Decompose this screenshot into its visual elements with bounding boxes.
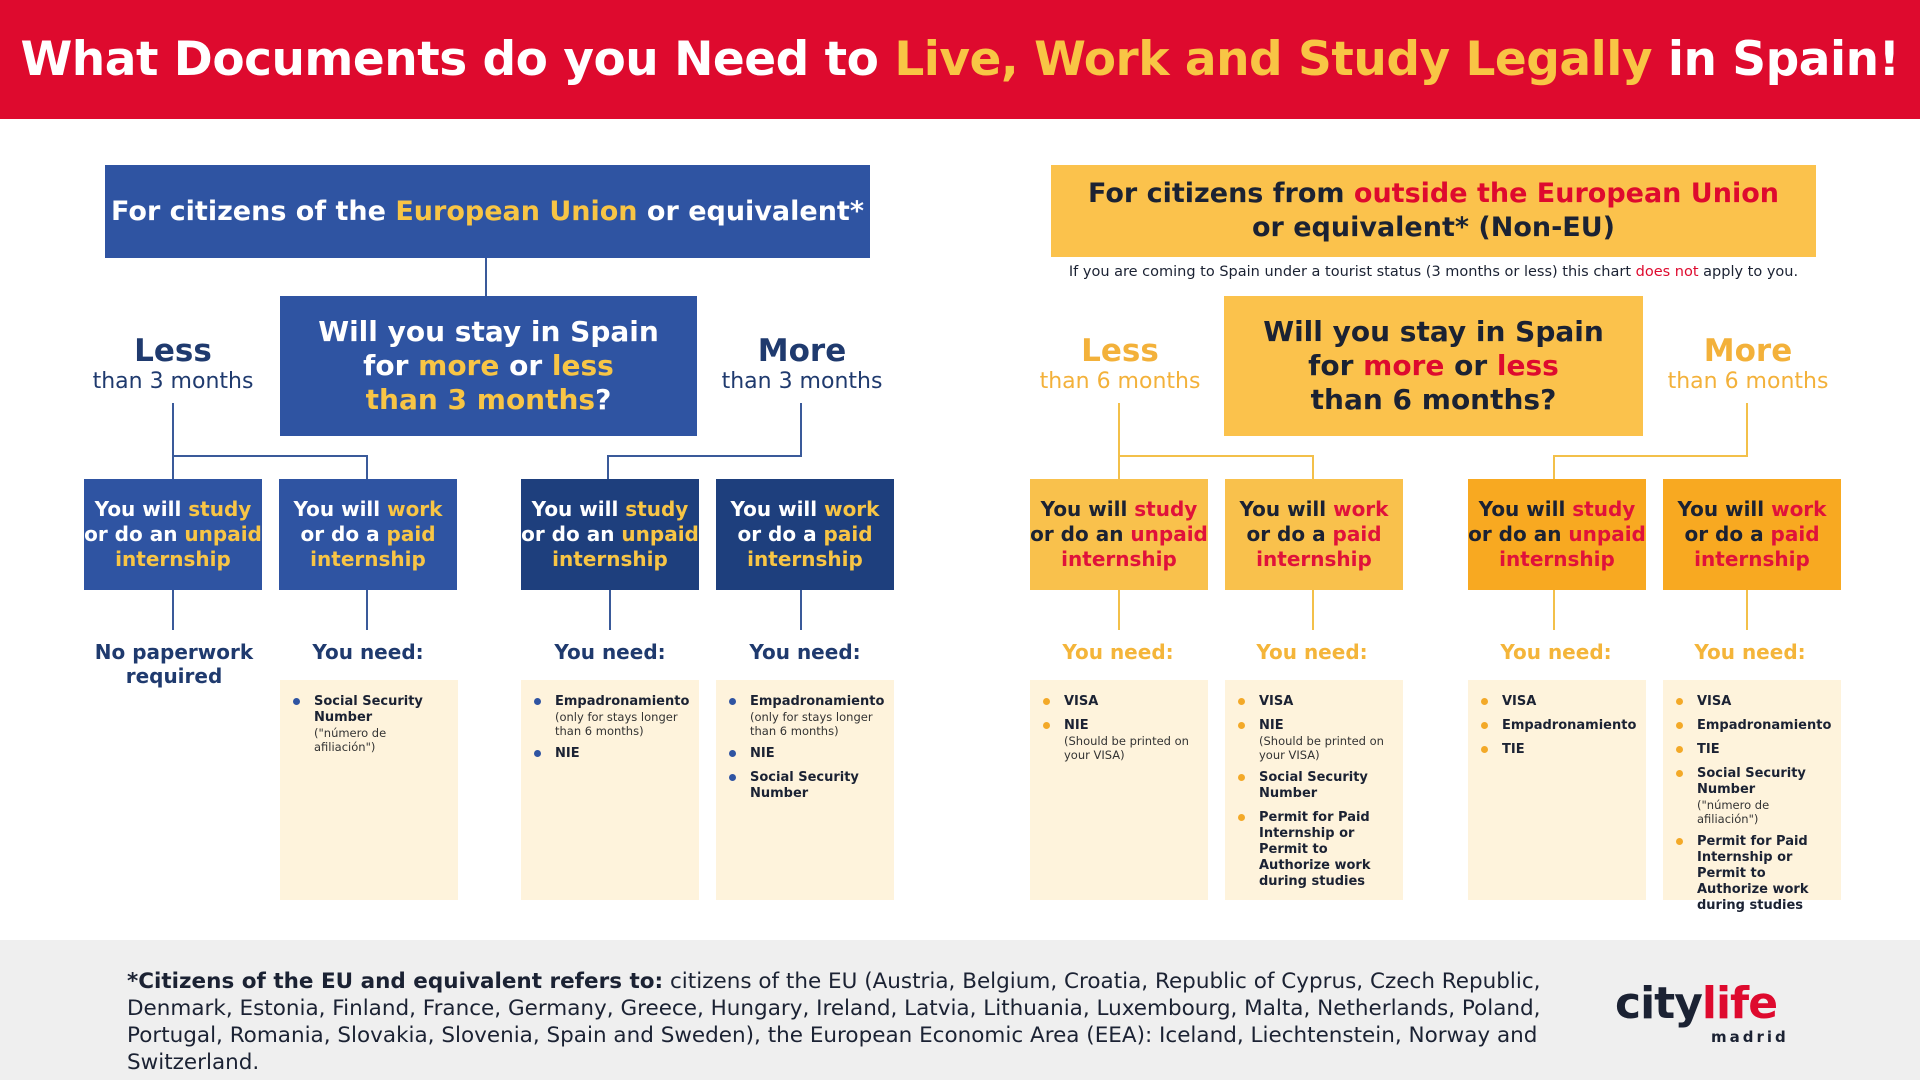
opt-text: or do an bbox=[84, 522, 185, 546]
eu-less-big: Less bbox=[134, 333, 212, 369]
neu-more-small: than 6 months bbox=[1667, 369, 1829, 394]
opt-text: You will bbox=[1040, 497, 1135, 521]
connector bbox=[1746, 590, 1748, 630]
eu-less-small: than 3 months bbox=[92, 369, 254, 394]
neu-top-highlight: outside the European Union bbox=[1353, 178, 1779, 209]
eu-question-line-3 bbox=[366, 383, 612, 417]
neu-question-line-1: Will you stay in Spain bbox=[1263, 315, 1604, 348]
document-item bbox=[726, 770, 886, 802]
connector bbox=[1553, 455, 1555, 479]
document-label: VISA bbox=[1697, 694, 1732, 709]
neu-q-or: or bbox=[1444, 349, 1497, 382]
title-part-3: in Spain! bbox=[1652, 32, 1900, 87]
document-item bbox=[726, 746, 886, 762]
document-item bbox=[1673, 834, 1833, 914]
note-text-2: apply to you. bbox=[1698, 264, 1799, 280]
neu-more-study-box bbox=[1468, 479, 1646, 590]
opt-text: You will bbox=[1239, 497, 1334, 521]
eu-q-less: less bbox=[551, 349, 614, 382]
document-label: TIE bbox=[1502, 742, 1525, 757]
opt-highlight: internship bbox=[1694, 547, 1810, 571]
opt-highlight: unpaid bbox=[1130, 522, 1208, 546]
connector bbox=[609, 590, 611, 630]
opt-highlight: unpaid bbox=[621, 522, 699, 546]
footnote-bold: *Citizens of the EU and equivalent refers to: bbox=[127, 969, 664, 994]
connector bbox=[366, 590, 368, 630]
document-note: (Should be printed on your VISA) bbox=[1064, 734, 1189, 762]
tourist-status-note bbox=[1051, 264, 1816, 280]
connector bbox=[800, 590, 802, 630]
logo-sub-madrid: madrid bbox=[1711, 1028, 1789, 1046]
document-item bbox=[1673, 694, 1833, 710]
neu-more-big: More bbox=[1703, 333, 1793, 369]
document-item bbox=[726, 694, 886, 738]
document-note: ("número de afiliación") bbox=[1697, 798, 1770, 826]
document-item bbox=[1673, 718, 1833, 734]
document-note: (only for stays longer than 6 months) bbox=[555, 710, 678, 738]
logo-word-life: life bbox=[1701, 978, 1778, 1029]
eu-less-label bbox=[78, 333, 268, 395]
document-label: NIE bbox=[555, 746, 580, 761]
document-label: Social Security Number bbox=[314, 694, 423, 725]
you-need-label: You need: bbox=[749, 640, 861, 664]
opt-highlight: study bbox=[625, 497, 689, 521]
note-highlight: does not bbox=[1635, 264, 1699, 280]
opt-highlight: work bbox=[1333, 497, 1389, 521]
document-label: NIE bbox=[750, 746, 775, 761]
eu-less-work-box bbox=[279, 479, 457, 590]
opt-text: or do a bbox=[1246, 522, 1333, 546]
document-label: VISA bbox=[1064, 694, 1099, 709]
opt-highlight: work bbox=[1771, 497, 1827, 521]
connector bbox=[1118, 590, 1120, 630]
connector bbox=[800, 403, 802, 455]
neu-more-label bbox=[1653, 333, 1843, 395]
eu-more-work-box bbox=[716, 479, 894, 590]
opt-text: or do an bbox=[1468, 522, 1569, 546]
document-label: VISA bbox=[1259, 694, 1294, 709]
opt-highlight: study bbox=[1134, 497, 1198, 521]
document-label: Empadronamiento bbox=[1502, 718, 1637, 733]
opt-text: or do a bbox=[1684, 522, 1771, 546]
opt-text: or do a bbox=[737, 522, 824, 546]
neu-less-small: than 6 months bbox=[1039, 369, 1201, 394]
connector bbox=[1118, 403, 1120, 455]
opt-highlight: work bbox=[387, 497, 443, 521]
eu-q-or: or bbox=[499, 349, 552, 382]
neu-top-text-2: or equivalent* (Non-EU) bbox=[1251, 212, 1616, 243]
opt-highlight: internship bbox=[310, 547, 426, 571]
opt-text: You will bbox=[1478, 497, 1573, 521]
document-item bbox=[531, 694, 691, 738]
opt-highlight: study bbox=[1572, 497, 1636, 521]
document-item bbox=[1235, 810, 1395, 890]
document-label: VISA bbox=[1502, 694, 1537, 709]
eu-q-more: more bbox=[418, 349, 500, 382]
opt-highlight: internship bbox=[115, 547, 231, 571]
neu-less-work-box bbox=[1225, 479, 1403, 590]
title-highlight: Live, Work and Study Legally bbox=[894, 32, 1653, 87]
opt-text: You will bbox=[1677, 497, 1772, 521]
connector bbox=[172, 455, 367, 457]
non-eu-citizens-box bbox=[1051, 165, 1816, 257]
document-item bbox=[1235, 770, 1395, 802]
document-item bbox=[1478, 742, 1638, 758]
you-need-label: You need: bbox=[1062, 640, 1174, 664]
neu-q-for: for bbox=[1308, 349, 1364, 382]
connector bbox=[1312, 455, 1314, 479]
opt-highlight: internship bbox=[747, 547, 863, 571]
document-label: TIE bbox=[1697, 742, 1720, 757]
eu-question-box bbox=[280, 296, 697, 436]
you-need-label: You need: bbox=[312, 640, 424, 664]
footnote-text: citizens of the EU (Austria, Belgium, Croatia, Republic of Cyprus, Czech Republic, Denmark, Estonia, Finland, France, Germany, Greece, Hungary, Ireland, Latvia, Lithuania, Luxembourg, Malta, Netherlands, Poland, Portugal, Romania, Slovakia, Slovenia, Spain and Sweden), the European Economic Area (EEA): Iceland, Liechtenstein, Norway and Switzerland. bbox=[127, 969, 1541, 1075]
eu-q-for: for bbox=[363, 349, 419, 382]
eu-definition-footnote bbox=[127, 968, 1567, 1076]
opt-highlight: internship bbox=[552, 547, 668, 571]
opt-highlight: paid bbox=[386, 522, 436, 546]
opt-text: You will bbox=[531, 497, 626, 521]
document-item bbox=[1478, 694, 1638, 710]
connector bbox=[1312, 590, 1314, 630]
document-label: Permit for Paid Internship or Permit to Authorize work during studies bbox=[1259, 810, 1371, 889]
connector bbox=[1553, 455, 1748, 457]
logo-word-city: city bbox=[1615, 978, 1702, 1029]
doc-list bbox=[716, 680, 894, 900]
document-item bbox=[1235, 718, 1395, 762]
opt-text: You will bbox=[94, 497, 189, 521]
document-item bbox=[1673, 742, 1833, 758]
page-title bbox=[0, 32, 1920, 87]
opt-highlight: paid bbox=[1332, 522, 1382, 546]
opt-highlight: unpaid bbox=[184, 522, 262, 546]
opt-text: You will bbox=[730, 497, 825, 521]
opt-highlight: internship bbox=[1256, 547, 1372, 571]
neu-q-less: less bbox=[1496, 349, 1559, 382]
document-label: Social Security Number bbox=[1697, 766, 1806, 797]
document-item bbox=[290, 694, 450, 754]
title-part-1: What Documents do you Need to bbox=[20, 32, 895, 87]
neu-question-line-3: than 6 months? bbox=[1310, 383, 1557, 416]
neu-less-study-box bbox=[1030, 479, 1208, 590]
document-note: (Should be printed on your VISA) bbox=[1259, 734, 1384, 762]
document-label: Social Security Number bbox=[1259, 770, 1368, 801]
you-need-label: You need: bbox=[554, 640, 666, 664]
connector bbox=[1118, 455, 1314, 457]
eu-more-big: More bbox=[757, 333, 847, 369]
document-label: Permit for Paid Internship or Permit to Authorize work during studies bbox=[1697, 834, 1809, 913]
eu-question-line-2 bbox=[363, 349, 614, 383]
neu-less-big: Less bbox=[1081, 333, 1159, 369]
doc-list bbox=[1468, 680, 1646, 900]
document-label: Empadronamiento bbox=[555, 694, 690, 709]
eu-question-line-1: Will you stay in Spain bbox=[318, 315, 659, 348]
header-banner bbox=[0, 0, 1920, 119]
document-item bbox=[1673, 766, 1833, 826]
document-note: (only for stays longer than 6 months) bbox=[750, 710, 873, 738]
opt-text: or do an bbox=[1030, 522, 1131, 546]
connector bbox=[172, 455, 174, 479]
eu-more-small: than 3 months bbox=[721, 369, 883, 394]
opt-highlight: paid bbox=[823, 522, 873, 546]
connector bbox=[607, 455, 609, 479]
neu-top-text-1: For citizens from bbox=[1088, 178, 1354, 209]
opt-text: or do a bbox=[300, 522, 387, 546]
document-note: ("número de afiliación") bbox=[314, 726, 387, 754]
connector bbox=[172, 590, 174, 630]
eu-top-highlight: European Union bbox=[395, 196, 638, 227]
doc-list bbox=[1663, 680, 1841, 913]
eu-q-than: than 3 months bbox=[365, 383, 596, 416]
you-need-label: You need: bbox=[1694, 640, 1806, 664]
connector bbox=[485, 258, 487, 296]
doc-list bbox=[280, 680, 458, 900]
opt-highlight: internship bbox=[1499, 547, 1615, 571]
document-item bbox=[1478, 718, 1638, 734]
document-label: Social Security Number bbox=[750, 770, 859, 801]
opt-highlight: internship bbox=[1061, 547, 1177, 571]
opt-highlight: work bbox=[824, 497, 880, 521]
connector bbox=[172, 403, 174, 455]
non-eu-question-box bbox=[1224, 296, 1643, 436]
eu-more-study-box bbox=[521, 479, 699, 590]
you-need-label: You need: bbox=[1500, 640, 1612, 664]
opt-text: or do an bbox=[521, 522, 622, 546]
neu-question-line-2 bbox=[1308, 349, 1559, 383]
document-item bbox=[1040, 694, 1200, 710]
document-label: Empadronamiento bbox=[750, 694, 885, 709]
eu-top-text-2: or equivalent* bbox=[637, 196, 864, 227]
opt-highlight: unpaid bbox=[1568, 522, 1646, 546]
connector bbox=[1118, 455, 1120, 479]
eu-q-mark: ? bbox=[595, 383, 612, 416]
document-item bbox=[1040, 718, 1200, 762]
neu-more-work-box bbox=[1663, 479, 1841, 590]
neu-q-more: more bbox=[1363, 349, 1445, 382]
opt-text: You will bbox=[293, 497, 388, 521]
document-label: NIE bbox=[1259, 718, 1284, 733]
eu-more-label bbox=[707, 333, 897, 395]
opt-highlight: study bbox=[188, 497, 252, 521]
connector bbox=[1746, 403, 1748, 455]
doc-list bbox=[521, 680, 699, 900]
no-paperwork-label: No paperwork required bbox=[94, 640, 254, 688]
eu-top-text-1: For citizens of the bbox=[111, 196, 396, 227]
doc-list bbox=[1225, 680, 1403, 900]
document-item bbox=[1235, 694, 1395, 710]
document-label: Empadronamiento bbox=[1697, 718, 1832, 733]
you-need-label: You need: bbox=[1256, 640, 1368, 664]
note-text-1: If you are coming to Spain under a tourist status (3 months or less) this chart bbox=[1068, 264, 1636, 280]
connector bbox=[366, 455, 368, 479]
eu-less-study-box bbox=[84, 479, 262, 590]
citylife-madrid-logo bbox=[1615, 978, 1795, 1048]
document-item bbox=[531, 746, 691, 762]
document-label: NIE bbox=[1064, 718, 1089, 733]
connector bbox=[1553, 590, 1555, 630]
eu-citizens-box bbox=[105, 165, 870, 258]
opt-highlight: paid bbox=[1770, 522, 1820, 546]
neu-less-label bbox=[1025, 333, 1215, 395]
connector bbox=[607, 455, 802, 457]
doc-list bbox=[1030, 680, 1208, 900]
